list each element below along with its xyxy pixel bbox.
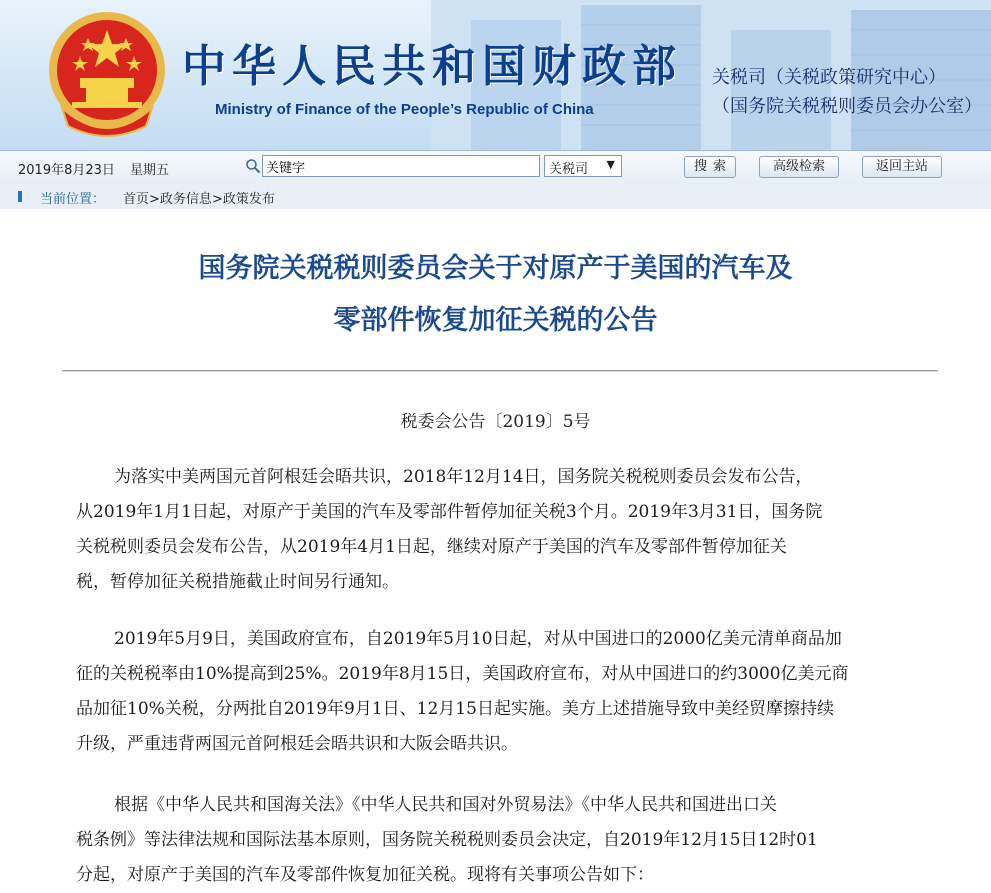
- document-number: 税委会公告〔2019〕5号: [400, 412, 591, 432]
- paragraph-line: 税条例》等法律法规和国际法基本原则，国务院关税税则委员会决定，自2019年12月15日12时01: [76, 830, 818, 850]
- breadcrumb-home[interactable]: 首页: [123, 192, 150, 207]
- paragraph-line: 关税税则委员会发布公告，从2019年4月1日起，继续对原产于美国的汽车及零部件暂停加征关: [76, 537, 787, 557]
- paragraph-line: 为落实中美两国元首阿根廷会晤共识，2018年12月14日，国务院关税税则委员会发布公告，: [114, 467, 813, 487]
- site-banner: [0, 0, 991, 150]
- paragraph-line: 2019年5月9日，美国政府宣布，自2019年5月10日起，对从中国进口的2000亿美元清单商品加: [114, 629, 842, 649]
- search-input[interactable]: [262, 155, 540, 177]
- article-title: [0, 243, 991, 347]
- return-home-button[interactable]: 返回主站: [862, 156, 942, 178]
- search-toolbar: [0, 150, 991, 184]
- department-subname: （国务院关税税则委员会办公室）: [712, 96, 982, 117]
- breadcrumb-label: 当前位置：: [40, 192, 106, 207]
- title-divider: [62, 370, 938, 371]
- paragraph-line: 征的关税税率由10%提高到25%。2019年8月15日，美国政府宣布，对从中国进口的约3000亿美元商: [76, 664, 849, 684]
- search-button[interactable]: 搜索: [684, 156, 736, 178]
- article-paragraph: [76, 460, 926, 600]
- breadcrumb-policy-release[interactable]: 政策发布: [222, 192, 275, 207]
- article-paragraph: [76, 788, 926, 893]
- current-date: 2019年8月23日: [18, 163, 115, 178]
- search-icon: [245, 158, 261, 174]
- paragraph-line: 从2019年1月1日起，对原产于美国的汽车及零部件暂停加征关税3个月。2019年3月31日，国务院: [76, 502, 823, 522]
- article-paragraph: [76, 622, 926, 762]
- paragraph-line: 分起，对原产于美国的汽车及零部件恢复加征关税。现将有关事项公告如下：: [76, 865, 654, 885]
- breadcrumb-separator: >: [149, 192, 160, 207]
- department-name: 关税司（关税政策研究中心）: [712, 67, 946, 88]
- breadcrumb: [0, 183, 991, 209]
- site-title-chinese: 中华人民共和国财政部: [182, 41, 682, 92]
- breadcrumb-marker-icon: [18, 191, 22, 202]
- paragraph-line: 品加征10%关税，分两批自2019年9月1日、12月15日起实施。美方上述措施导致中美经贸摩擦持续: [76, 699, 834, 719]
- search-scope-value: 关税司: [549, 162, 589, 177]
- article-title-line: 国务院关税税则委员会关于对原产于美国的汽车及: [198, 253, 793, 284]
- breadcrumb-trail: [123, 188, 275, 207]
- breadcrumb-government-info[interactable]: 政务信息: [159, 192, 212, 207]
- paragraph-line: 根据《中华人民共和国海关法》《中华人民共和国对外贸易法》《中华人民共和国进出口关: [114, 795, 777, 815]
- national-emblem-icon: [42, 8, 172, 143]
- dropdown-arrow-icon: ▼: [606, 158, 615, 171]
- advanced-search-button[interactable]: 高级检索: [759, 156, 839, 178]
- article-title-line: 零部件恢复加征关税的公告: [333, 305, 658, 336]
- paragraph-line: 升级，严重违背两国元首阿根廷会晤共识和大阪会晤共识。: [76, 734, 518, 754]
- breadcrumb-separator: >: [211, 192, 223, 207]
- search-scope-select[interactable]: [544, 155, 622, 177]
- site-title-english: Ministry of Finance of the People’s Republic of China: [215, 101, 594, 118]
- current-weekday: 星期五: [130, 163, 170, 178]
- paragraph-line: 税，暂停加征关税措施截止时间另行通知。: [76, 572, 399, 592]
